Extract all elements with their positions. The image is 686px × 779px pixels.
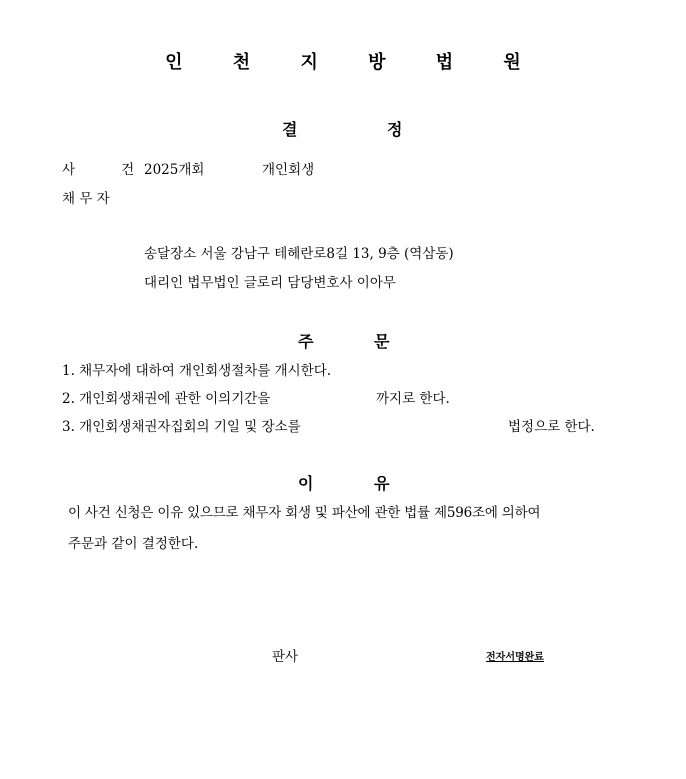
e-signature-stamp: 전자서명완료 — [486, 652, 544, 663]
debtor-agent: 대리인 법무법인 글로리 담당변호사 이아무 — [144, 275, 396, 291]
reason-heading-right: 유 — [374, 474, 390, 493]
reason-line-1: 이 사건 신청은 이유 있으므로 채무자 회생 및 파산에 관한 법률 제596조에 의하여 — [68, 505, 541, 521]
order-item-2-end: 까지로 한다. — [376, 391, 450, 407]
decision-title-left: 결 — [282, 120, 298, 139]
case-label: 사 건 — [62, 162, 137, 178]
order-item-1: 1. 채무자에 대하여 개인회생절차를 개시한다. — [62, 363, 332, 379]
order-item-3: 3. 개인회생채권자집회의 기일 및 장소를 — [62, 419, 301, 435]
service-address: 송달장소 서울 강남구 테헤란로8길 13, 9층 (역삼동) — [144, 246, 454, 262]
decision-title-right: 정 — [387, 120, 403, 139]
reason-heading-left: 이 — [298, 474, 314, 493]
order-heading-right: 문 — [374, 332, 390, 351]
case-number: 2025개회 — [144, 162, 205, 178]
order-item-2: 2. 개인회생채권에 관한 이의기간을 — [62, 391, 271, 407]
case-type: 개인회생 — [262, 162, 315, 178]
court-name: 인 천 지 방 법 원 — [165, 52, 543, 73]
judge-label: 판사 — [272, 649, 299, 665]
order-heading-left: 주 — [298, 332, 314, 351]
order-item-3-end: 법정으로 한다. — [508, 419, 595, 435]
debtor-label: 채 무 자 — [62, 191, 110, 207]
reason-line-2: 주문과 같이 결정한다. — [68, 536, 199, 552]
